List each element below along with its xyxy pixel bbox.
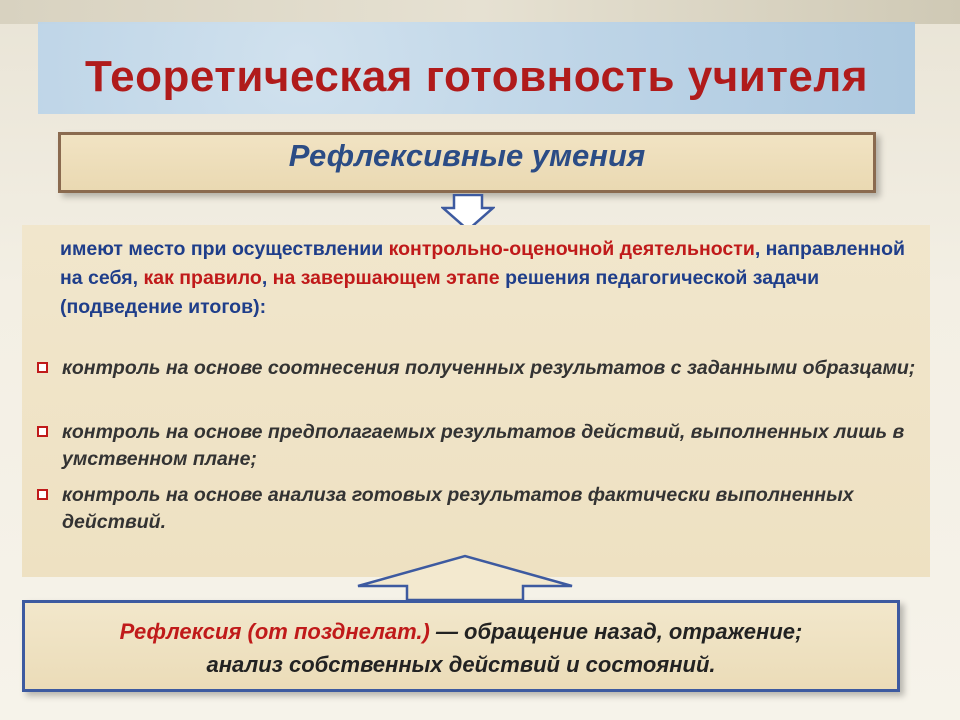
list-item [37, 355, 917, 382]
intro-text [60, 235, 920, 322]
list-item [37, 419, 917, 473]
list-item [37, 482, 917, 536]
intro-highlight: контрольно-оценочной деятельности [388, 238, 755, 260]
page-title: Теоретическая готовность учителя [85, 52, 868, 101]
intro-part: , [261, 267, 273, 289]
definition-text [25, 615, 897, 681]
definition-line1: — обращение назад, отражение; [429, 619, 803, 644]
heading-text: Рефлексивные умения [288, 138, 646, 173]
top-decoration [0, 0, 960, 24]
list-item-text: контроль на основе соотнесения полученных результатов с заданными образцами; [62, 357, 916, 379]
intro-part: имеют место при осуществлении [60, 238, 389, 260]
intro-part: , направленной на себя, [60, 238, 905, 289]
list-item-text: контроль на основе анализа готовых результатов фактически выполненных действий. [62, 484, 854, 533]
intro-highlight: как правило [143, 267, 262, 289]
definition-box [22, 600, 900, 692]
intro-highlight: на завершающем этапе [272, 267, 500, 289]
square-bullet-icon [37, 426, 48, 437]
square-bullet-icon [37, 489, 48, 500]
arrow-up-icon [355, 553, 575, 603]
heading-box [58, 132, 876, 193]
definition-term: Рефлексия (от позднелат.) [119, 619, 430, 644]
square-bullet-icon [37, 362, 48, 373]
list-item-text: контроль на основе предполагаемых результатов действий, выполненных лишь в умственном плане; [62, 421, 905, 470]
definition-line2: анализ собственных действий и состояний. [206, 652, 716, 677]
intro-part: решения педагогической задачи (подведение итогов): [60, 267, 820, 318]
